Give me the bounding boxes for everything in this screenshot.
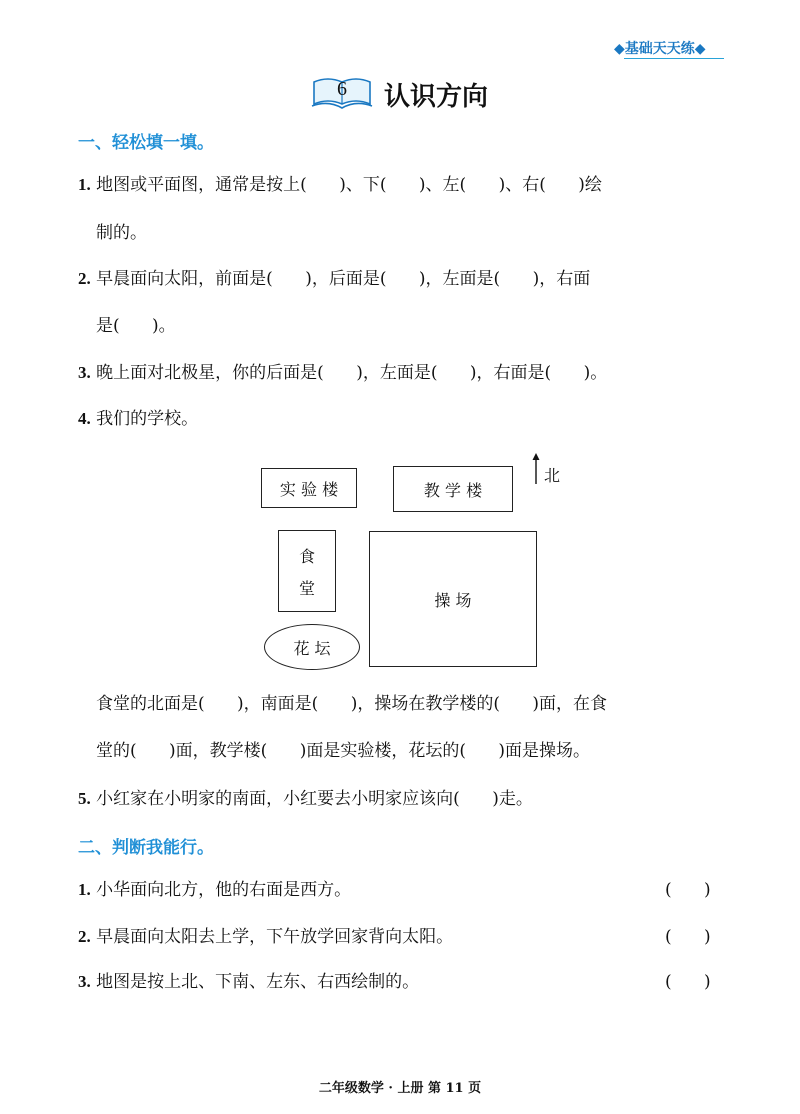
question-number: 3. xyxy=(78,972,91,991)
question-number: 1. xyxy=(78,175,91,194)
question-number: 1. xyxy=(78,880,91,899)
question-4-blanks: 食堂的北面是( )，南面是( )，操场在教学楼的( )面，在食 xyxy=(96,694,608,714)
question-text: 早晨面向太阳，前面是( )，后面是( )，左面是( )，右面 xyxy=(90,269,591,289)
header-tag-underline xyxy=(624,58,724,59)
north-label: 北 xyxy=(544,466,561,485)
page-footer: 二年级数学 · 上册 第 11 页 xyxy=(318,1081,482,1096)
section-heading-judge: 二、判断我能行。 xyxy=(78,838,214,858)
lesson-number: 6 xyxy=(337,78,347,100)
header-tag: ◆基础天天练◆ xyxy=(614,41,706,57)
judge-item-1 xyxy=(78,879,351,901)
map-playground: 操 场 xyxy=(369,531,537,667)
section-heading-fill: 一、轻松填一填。 xyxy=(78,133,214,153)
question-1-continued: 制的。 xyxy=(96,223,147,243)
question-text: 地图或平面图，通常是按上( )、下( )、左( )、右( )绘 xyxy=(90,175,602,195)
question-number: 2. xyxy=(78,269,91,288)
question-text: 小红家在小明家的南面，小红要去小明家应该向( )走。 xyxy=(90,789,533,809)
judge-item-2 xyxy=(78,926,453,948)
judge-answer-blank: ( ) xyxy=(665,880,711,900)
question-1 xyxy=(78,174,602,196)
north-arrow-icon xyxy=(530,452,542,486)
map-canteen-char: 食 xyxy=(298,546,315,566)
map-lab-building: 实 验 楼 xyxy=(261,468,357,508)
page-title: 认识方向 xyxy=(384,82,489,112)
question-text: 晚上面对北极星，你的后面是( )，左面是( )，右面是( )。 xyxy=(90,363,608,383)
question-number: 5. xyxy=(78,789,91,808)
question-number: 2. xyxy=(78,927,91,946)
question-number: 3. xyxy=(78,363,91,382)
map-flower-bed: 花 坛 xyxy=(264,624,360,670)
judge-answer-blank: ( ) xyxy=(665,972,711,992)
question-text: 地图是按上北、下南、左东、右西绘制的。 xyxy=(90,972,420,992)
question-4 xyxy=(78,408,198,430)
question-2-continued: 是( )。 xyxy=(96,316,176,336)
question-4-blanks-continued: 堂的( )面，教学楼( )面是实验楼，花坛的( )面是操场。 xyxy=(96,741,591,761)
question-text: 小华面向北方，他的右面是西方。 xyxy=(90,880,352,900)
question-text: 早晨面向太阳去上学，下午放学回家背向太阳。 xyxy=(90,927,454,947)
question-5 xyxy=(78,788,533,810)
judge-answer-blank: ( ) xyxy=(665,927,711,947)
map-canteen xyxy=(278,530,336,612)
map-canteen-char: 堂 xyxy=(298,578,315,598)
question-number: 4. xyxy=(78,409,91,428)
map-teaching-building: 教 学 楼 xyxy=(393,466,513,512)
question-3 xyxy=(78,362,607,384)
question-2 xyxy=(78,268,590,290)
judge-item-3 xyxy=(78,971,419,993)
question-text: 我们的学校。 xyxy=(90,409,199,429)
